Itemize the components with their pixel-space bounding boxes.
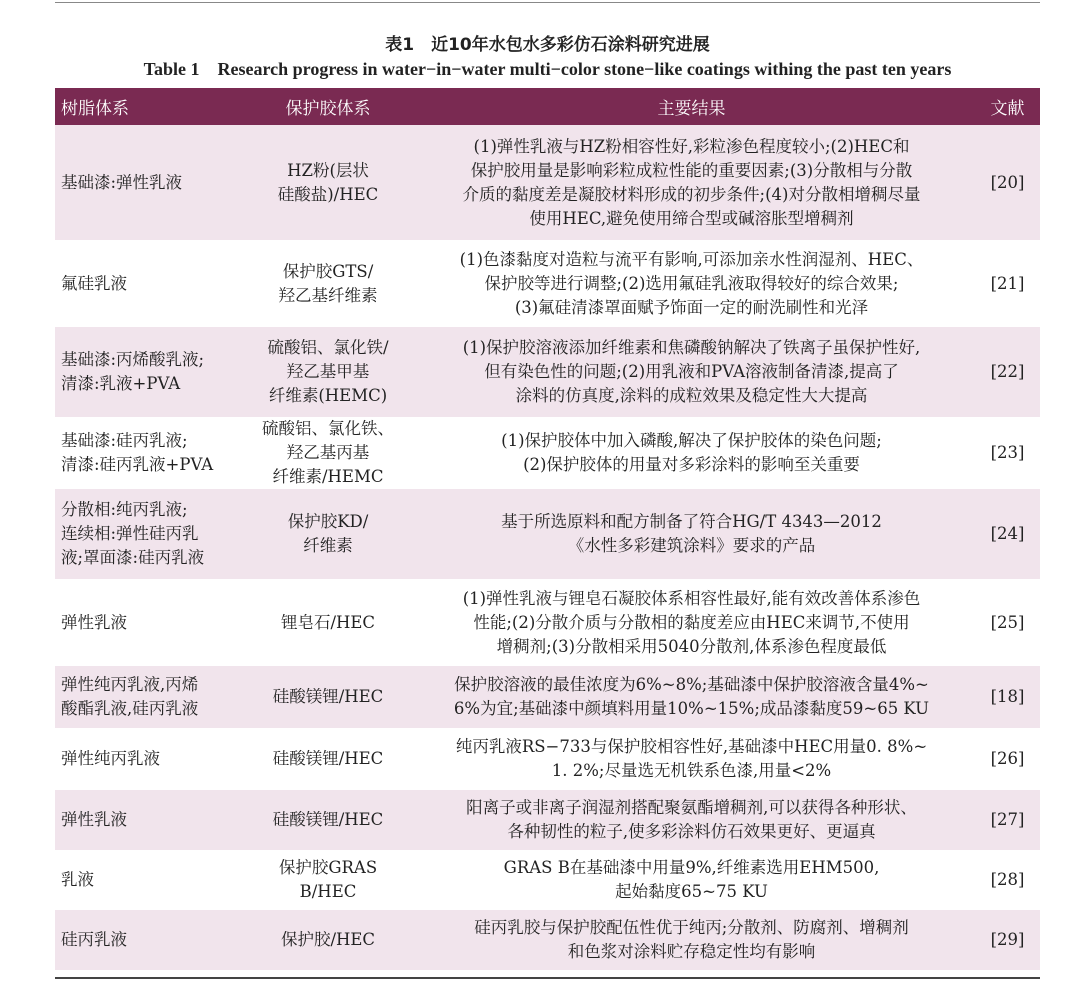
cell-protective-colloid: 硅酸镁锂/HEC bbox=[248, 790, 408, 850]
cell-reference: [22] bbox=[975, 327, 1040, 417]
cell-reference: [18] bbox=[975, 666, 1040, 728]
bottom-rule bbox=[55, 977, 1040, 979]
cell-reference: [25] bbox=[975, 579, 1040, 666]
cell-main-results: 基于所选原料和配方制备了符合HG/T 4343—2012 《水性多彩建筑涂料》要求的产品 bbox=[408, 489, 975, 579]
cell-reference: [20] bbox=[975, 125, 1040, 240]
cell-protective-colloid: 保护胶GTS/ 羟乙基纤维素 bbox=[248, 240, 408, 327]
cell-main-results: (1)弹性乳液与HZ粉相容性好,彩粒渗色程度较小;(2)HEC和 保护胶用量是影响彩粒成粒性能的重要因素;(3)分散相与分散 介质的黏度差是凝胶材料形成的初步条件;(4)对分散相增稠尽量 使用HEC,避免使用缔合型或碱溶胀型增稠剂 bbox=[408, 125, 975, 240]
table-row bbox=[55, 579, 1040, 666]
table-row bbox=[55, 417, 1040, 489]
table-header-row bbox=[55, 88, 1040, 125]
cell-resin-system: 分散相:纯丙乳液; 连续相:弹性硅丙乳 液;罩面漆:硅丙乳液 bbox=[55, 489, 248, 579]
cell-resin-system: 弹性乳液 bbox=[55, 790, 248, 850]
cell-resin-system: 弹性纯丙乳液 bbox=[55, 728, 248, 790]
header-resin-system: 树脂体系 bbox=[55, 88, 248, 125]
cell-reference: [29] bbox=[975, 910, 1040, 970]
cell-main-results: (1)弹性乳液与锂皂石凝胶体系相容性最好,能有效改善体系渗色 性能;(2)分散介质与分散相的黏度差应由HEC来调节,不使用 增稠剂;(3)分散相采用5040分散剂,体系渗色程度最低 bbox=[408, 579, 975, 666]
cell-protective-colloid: 保护胶GRAS B/HEC bbox=[248, 850, 408, 910]
cell-protective-colloid: 硫酸铝、氯化铁/ 羟乙基甲基 纤维素(HEMC) bbox=[248, 327, 408, 417]
cell-reference: [23] bbox=[975, 417, 1040, 489]
cell-protective-colloid: HZ粉(层状 硅酸盐)/HEC bbox=[248, 125, 408, 240]
table-row bbox=[55, 666, 1040, 728]
research-progress-table bbox=[55, 88, 1040, 970]
top-rule bbox=[55, 2, 1040, 3]
cell-main-results: (1)保护胶体中加入磷酸,解决了保护胶体的染色问题; (2)保护胶体的用量对多彩涂料的影响至关重要 bbox=[408, 417, 975, 489]
cell-main-results: GRAS B在基础漆中用量9%,纤维素选用EHM500, 起始黏度65~75 KU bbox=[408, 850, 975, 910]
cell-resin-system: 基础漆:丙烯酸乳液; 清漆:乳液+PVA bbox=[55, 327, 248, 417]
table-row bbox=[55, 910, 1040, 970]
header-main-results: 主要结果 bbox=[408, 88, 975, 125]
cell-protective-colloid: 硫酸铝、氯化铁、 羟乙基丙基 纤维素/HEMC bbox=[248, 417, 408, 489]
header-protective-colloid: 保护胶体系 bbox=[248, 88, 408, 125]
cell-protective-colloid: 保护胶KD/ 纤维素 bbox=[248, 489, 408, 579]
cell-resin-system: 弹性乳液 bbox=[55, 579, 248, 666]
cell-main-results: 阳离子或非离子润湿剂搭配聚氨酯增稠剂,可以获得各种形状、 各种韧性的粒子,使多彩涂料仿石效果更好、更逼真 bbox=[408, 790, 975, 850]
cell-resin-system: 氟硅乳液 bbox=[55, 240, 248, 327]
cell-protective-colloid: 保护胶/HEC bbox=[248, 910, 408, 970]
cell-reference: [21] bbox=[975, 240, 1040, 327]
table-caption-chinese: 表1 近10年水包水多彩仿石涂料研究进展 bbox=[385, 35, 710, 55]
table-row bbox=[55, 728, 1040, 790]
cell-resin-system: 硅丙乳液 bbox=[55, 910, 248, 970]
cell-main-results: (1)保护胶溶液添加纤维素和焦磷酸钠解决了铁离子虽保护性好, 但有染色性的问题;(2)用乳液和PVA溶液制备清漆,提高了 涂料的仿真度,涂料的成粒效果及稳定性大大提高 bbox=[408, 327, 975, 417]
cell-protective-colloid: 硅酸镁锂/HEC bbox=[248, 666, 408, 728]
cell-main-results: 硅丙乳胶与保护胶配伍性优于纯丙;分散剂、防腐剂、增稠剂 和色浆对涂料贮存稳定性均有影响 bbox=[408, 910, 975, 970]
cell-reference: [27] bbox=[975, 790, 1040, 850]
cell-main-results: 纯丙乳液RS−733与保护胶相容性好,基础漆中HEC用量0. 8%~ 1. 2%;尽量选无机铁系色漆,用量<2% bbox=[408, 728, 975, 790]
table-row bbox=[55, 790, 1040, 850]
cell-resin-system: 基础漆:硅丙乳液; 清漆:硅丙乳液+PVA bbox=[55, 417, 248, 489]
cell-main-results: (1)色漆黏度对造粒与流平有影响,可添加亲水性润湿剂、HEC、 保护胶等进行调整;(2)选用氟硅乳液取得较好的综合效果; (3)氟硅清漆罩面赋予饰面一定的耐洗刷性和光泽 bbox=[408, 240, 975, 327]
table-row bbox=[55, 850, 1040, 910]
cell-main-results: 保护胶溶液的最佳浓度为6%~8%;基础漆中保护胶溶液含量4%~ 6%为宜;基础漆中颜填料用量10%~15%;成品漆黏度59~65 KU bbox=[408, 666, 975, 728]
table-row bbox=[55, 489, 1040, 579]
table-caption-english: Table 1 Research progress in water−in−water multi−color stone−like coatings withing the past ten years bbox=[143, 59, 952, 79]
header-references: 文献 bbox=[975, 88, 1040, 125]
cell-resin-system: 乳液 bbox=[55, 850, 248, 910]
cell-protective-colloid: 锂皂石/HEC bbox=[248, 579, 408, 666]
cell-reference: [26] bbox=[975, 728, 1040, 790]
cell-resin-system: 弹性纯丙乳液,丙烯 酸酯乳液,硅丙乳液 bbox=[55, 666, 248, 728]
cell-protective-colloid: 硅酸镁锂/HEC bbox=[248, 728, 408, 790]
cell-reference: [28] bbox=[975, 850, 1040, 910]
table-row bbox=[55, 327, 1040, 417]
table-row bbox=[55, 240, 1040, 327]
cell-reference: [24] bbox=[975, 489, 1040, 579]
cell-resin-system: 基础漆:弹性乳液 bbox=[55, 125, 248, 240]
table-row bbox=[55, 125, 1040, 240]
